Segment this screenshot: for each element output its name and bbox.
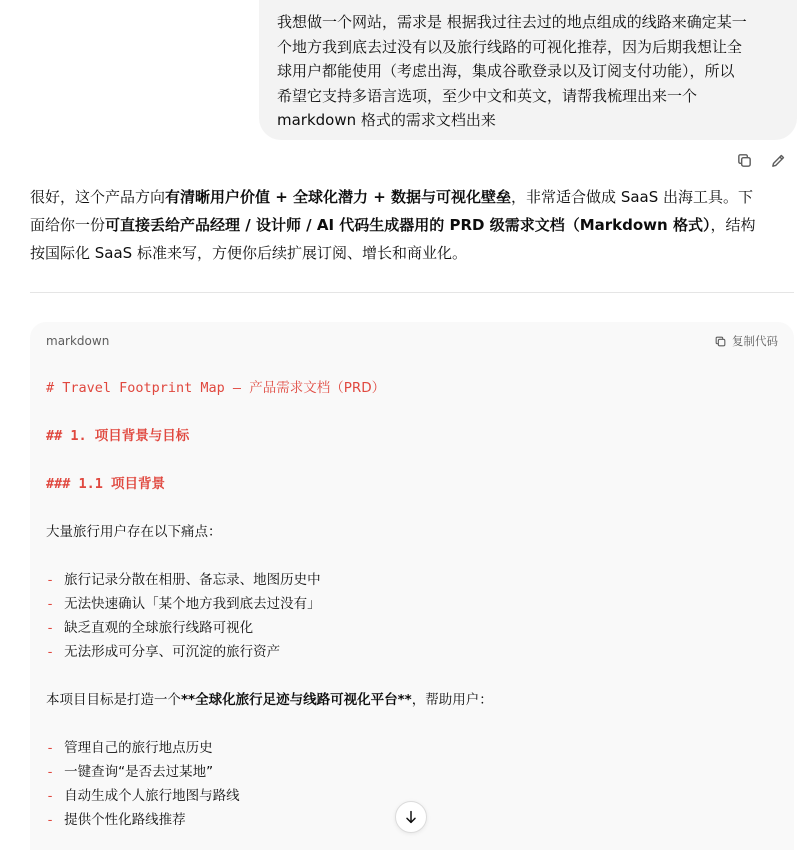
text: 旅行记录分散在相册、备忘录、地图历史中 [64,572,321,588]
user-message-line: markdown 格式的需求文档出来 [277,111,496,129]
text: ## 1. [46,428,95,444]
text: 管理自己的旅行地点历史 [64,740,213,756]
code-h3 [46,472,165,492]
code-language-label: markdown [46,334,110,348]
text: 很好，这个产品方向 [30,188,166,206]
list-marker: - [46,788,55,804]
list-marker: - [46,620,55,636]
user-message-line: 球用户都能使用（考虑出海，集成谷歌登录以及订阅支付功能），所以 [277,62,735,80]
pencil-icon [770,152,787,169]
text: # Travel Footprint Map — [46,380,250,396]
copy-code-button[interactable] [714,333,778,349]
code-list-item [46,592,321,612]
copy-icon [736,152,753,169]
bold-text: 可直接丢给产品经理 / 设计师 / AI 代码生成器用的 PRD 级需求文档（Markdown 格式） [105,216,711,234]
text: 提供个性化路线推荐 [64,812,186,828]
text: ，结构 [710,216,756,234]
copy-code-label: 复制代码 [732,334,778,348]
user-message-bubble [259,0,797,140]
message-actions [734,150,788,170]
code-block [30,322,794,850]
assistant-message [30,183,800,267]
scroll-to-bottom-button[interactable] [395,801,427,833]
code-h2 [46,424,189,444]
code-line: 大量旅行用户存在以下痛点： [46,524,222,540]
code-list-item [46,640,280,660]
code-list-item [46,616,253,636]
list-marker: - [46,644,55,660]
list-marker: - [46,812,55,828]
assistant-line-2 [30,211,800,239]
code-list-item [46,736,213,756]
text: 项目背景与目标 [94,428,190,444]
text: 面给你一份 [30,216,106,234]
user-message-line: 希望它支持多语言选项，至少中文和英文，请帮我梳理出来一个 [277,86,698,105]
text: 无法快速确认「某个地方我到底去过没有」 [64,596,321,612]
code-list-item [46,760,213,780]
list-marker: - [46,764,55,780]
text: 一键查询“是否去过某地” [64,764,214,780]
text: 缺乏直观的全球旅行线路可视化 [64,620,254,636]
divider [30,292,794,293]
list-marker: - [46,572,55,588]
text: 本项目目标是打造一个 [46,692,181,708]
code-block-header [30,322,794,360]
code-list-item [46,568,321,588]
copy-icon [714,335,727,348]
arrow-down-icon [403,809,419,825]
code-list-item [46,784,240,804]
user-message-line: 个地方我到底去过没有以及旅行线路的可视化推荐，因为后期我想让全 [277,37,743,56]
text: ### 1.1 [46,476,112,492]
assistant-line-3: 按国际化 SaaS 标准来写，方便你后续扩展订阅、增长和商业化。 [30,244,467,262]
text: 自动生成个人旅行地图与路线 [64,788,240,804]
code-h1 [46,376,385,396]
bold-text: **全球化旅行足迹与线路可视化平台** [181,692,412,708]
text: ，非常适合做成 SaaS 出海工具。下 [511,188,754,206]
user-message-line: 我想做一个网站，需求是 根据我过往去过的地点组成的线路来确定某一 [277,13,747,31]
text: 产品需求文档（PRD） [249,380,386,396]
text: 无法形成可分享、可沉淀的旅行资产 [64,644,281,660]
code-line [46,688,493,708]
assistant-line-1 [30,183,800,211]
copy-message-button[interactable] [734,150,754,170]
bold-text: 有清晰用户价值 + 全球化潜力 + 数据与可视化壁垒 [165,188,512,206]
edit-message-button[interactable] [768,150,788,170]
text: ，帮助用户： [411,692,493,708]
text: 项目背景 [111,476,166,492]
code-list-item [46,808,186,828]
list-marker: - [46,596,55,612]
list-marker: - [46,740,55,756]
